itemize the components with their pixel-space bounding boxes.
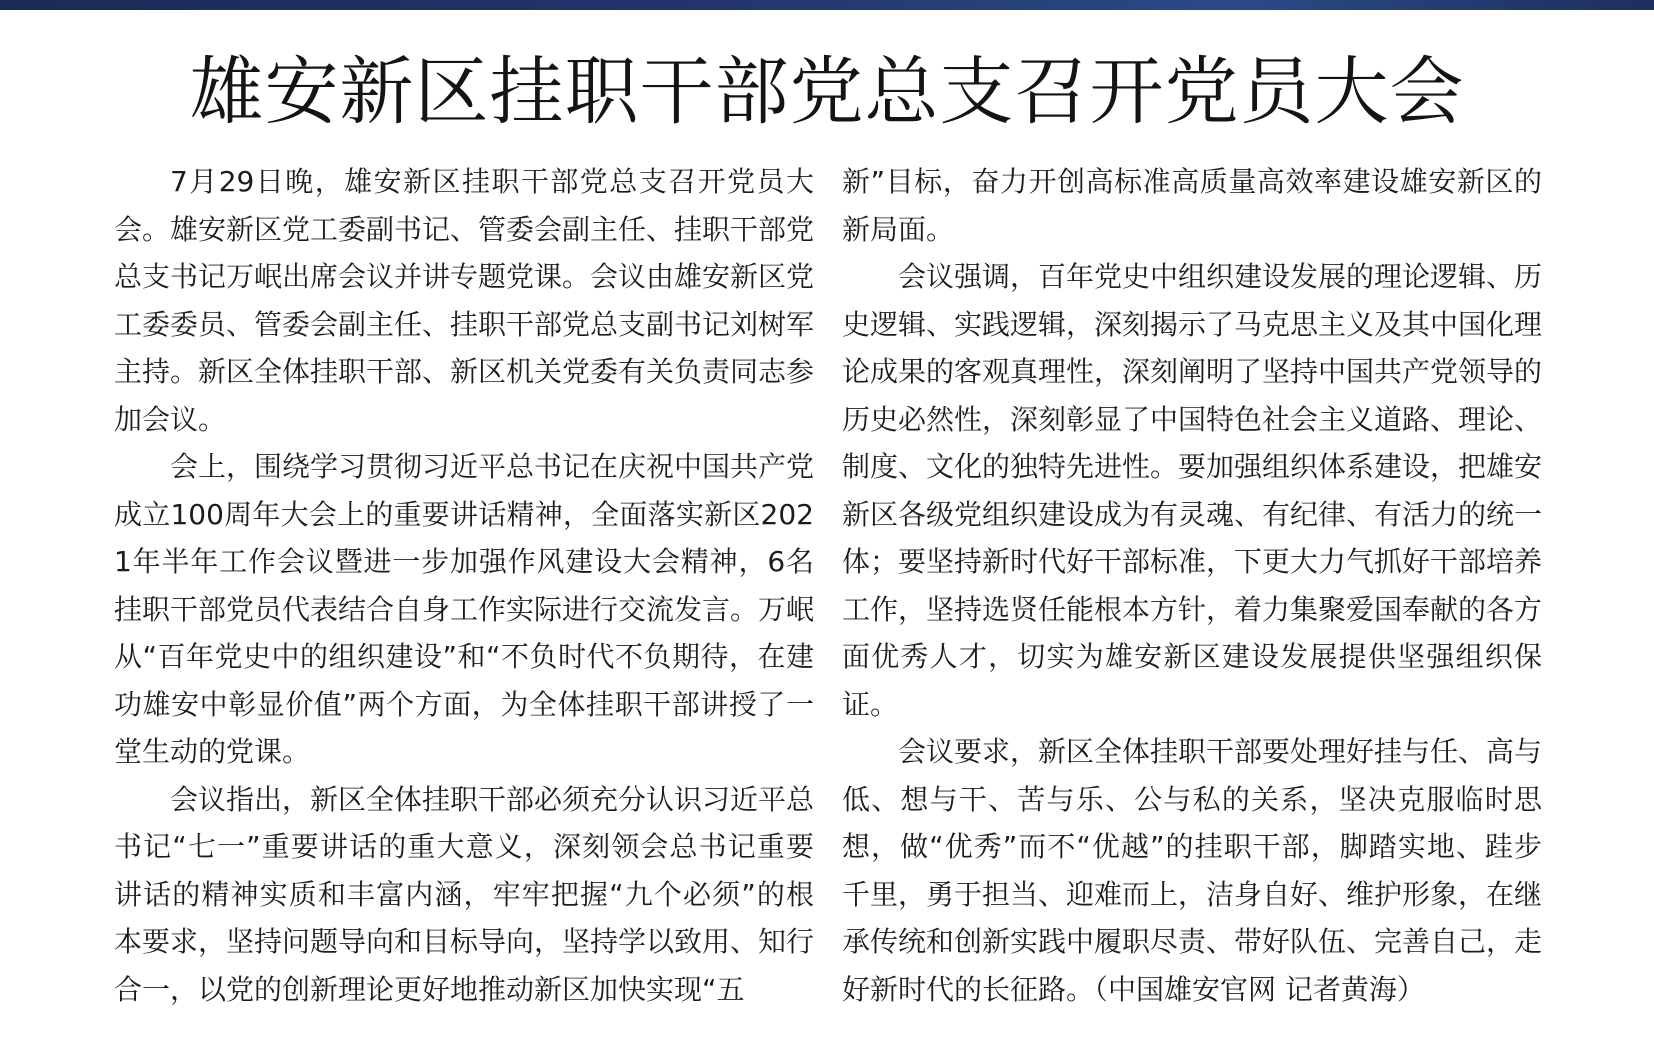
paragraph-2: 会上，围绕学习贯彻习近平总书记在庆祝中国共产党成立100周年大会上的重要讲话精神，全面落实新区2021年半年工作会议暨进一步加强作风建设大会精神，6名挂职干部党员代表结合自身工作实际进行交流发言。万岷从“百年党史中的组织建设”和“不负时代不负期待，在建功雄安中彰显价值”两个方面，为全体挂职干部讲授了一堂生动的党课。 <box>114 450 815 768</box>
right-column <box>842 158 1542 1018</box>
paragraph-3: 会议指出，新区全体挂职干部必须充分认识习近平总书记“七一”重要讲话的重大意义，深刻领会总书记重要讲话的精神实质和丰富内涵，牢牢把握“九个必须”的根本要求，坚持问题导向和目标导向，坚持学以致用、知行合一，以党的创新理论更好地推动新区加快实现“五 <box>114 782 815 1006</box>
top-banner-bar <box>0 0 1654 10</box>
paragraph-5: 会议要求，新区全体挂职干部要处理好挂与任、高与低、想与干、苦与乐、公与私的关系，坚决克服临时思想，做“优秀”而不“优越”的挂职干部，脚踏实地、跬步千里，勇于担当、迎难而上，洁身自好、维护形象，在继承传统和创新实践中履职尽责、带好队伍、完善自己，走好新时代的长征路。（中国雄安官网 记者黄海） <box>842 735 1543 1006</box>
paragraph-4: 会议强调，百年党史中组织建设发展的理论逻辑、历史逻辑、实践逻辑，深刻揭示了马克思主义及其中国化理论成果的客观真理性，深刻阐明了坚持中国共产党领导的历史必然性，深刻彰显了中国特色社会主义道路、理论、制度、文化的独特先进性。要加强组织体系建设，把雄安新区各级党组织建设成为有灵魂、有纪律、有活力的统一体；要坚持新时代好干部标准，下更大力气抓好干部培养工作，坚持选贤任能根本方针，着力集聚爱国奉献的各方面优秀人才，切实为雄安新区建设发展提供坚强组织保证。 <box>842 260 1543 721</box>
article-headline: 雄安新区挂职干部党总支召开党员大会 <box>189 49 1465 135</box>
left-column <box>114 158 814 1018</box>
article-body <box>114 158 1542 1018</box>
paragraph-1: 7月29日晚，雄安新区挂职干部党总支召开党员大会。雄安新区党工委副书记、管委会副主任、挂职干部党总支书记万岷出席会议并讲专题党课。会议由雄安新区党工委委员、管委会副主任、挂职干部党总支副书记刘树军主持。新区全体挂职干部、新区机关党委有关负责同志参加会议。 <box>114 165 815 436</box>
paragraph-3-continued: 新”目标，奋力开创高标准高质量高效率建设雄安新区的新局面。 <box>842 165 1542 246</box>
